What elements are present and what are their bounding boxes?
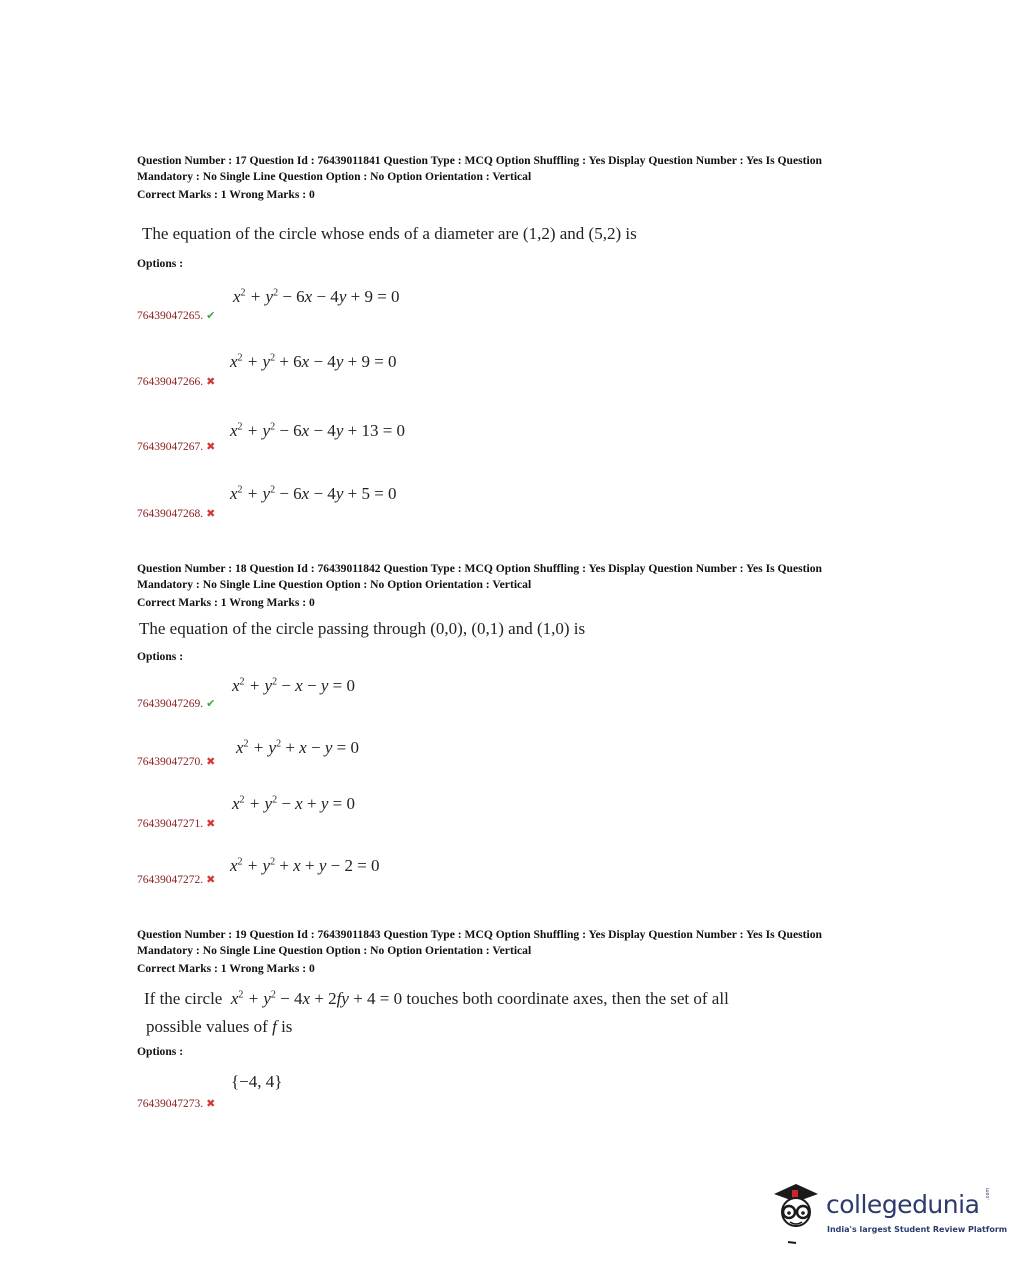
meta-line-3: Correct Marks : 1 Wrong Marks : 0: [137, 596, 315, 609]
correct-check-icon: ✔: [206, 697, 216, 710]
option-equation: $x^2 + y^2 + x - y = 0$: [236, 738, 359, 757]
wrong-cross-icon: ✖: [206, 817, 216, 830]
correct-check-icon: ✔: [206, 309, 216, 322]
question-19-meta: [137, 927, 927, 977]
meta-line-1: Question Number : 19 Question Id : 76439011843 Question Type : MCQ Option Shuffling : Yes Display Question Number : Yes Is Question: [137, 928, 822, 941]
option-id: 76439047268. ✖: [137, 507, 216, 520]
option-equation: $x^2 + y^2 - 6x - 4y + 13 = 0$: [230, 421, 406, 440]
options-label: Options :: [137, 257, 184, 270]
option-id: 76439047267. ✖: [137, 440, 216, 453]
question-text-suffix: touches both coordinate axes, then the set of all: [406, 989, 729, 1008]
option-id: 76439047272. ✖: [137, 873, 216, 886]
meta-line-2: Mandatory : No Single Line Question Option : No Option Orientation : Vertical: [137, 943, 532, 957]
option-equation: $x^2 + y^2 + 6x - 4y + 9 = 0$: [230, 352, 397, 371]
option-id: 76439047271. ✖: [137, 817, 216, 830]
question-18-meta: [137, 561, 927, 611]
meta-line-3: Correct Marks : 1 Wrong Marks : 0: [137, 962, 315, 975]
wrong-cross-icon: ✖: [206, 507, 216, 520]
brand-name: collegedunia: [826, 1190, 980, 1219]
meta-line-1: Question Number : 18 Question Id : 76439011842 Question Type : MCQ Option Shuffling : Yes Display Question Number : Yes Is Question: [137, 562, 822, 575]
option-equation: $x^2 + y^2 - 6x - 4y + 5 = 0$: [230, 484, 397, 503]
question-equation: $x^2 + y^2 - 4x + 2fy + 4 = 0$: [226, 989, 403, 1008]
wrong-cross-icon: ✖: [206, 755, 216, 768]
brand-tagline: India's largest Student Review Platform: [827, 1225, 1008, 1234]
option-equation: $x^2 + y^2 + x + y - 2 = 0$: [230, 856, 380, 875]
options-label: Options :: [137, 650, 184, 663]
question-17-meta: [137, 153, 927, 203]
option-id: 76439047269. ✔: [137, 697, 216, 710]
f-symbol: f: [272, 1017, 277, 1036]
meta-line-2: Mandatory : No Single Line Question Option : No Option Orientation : Vertical: [137, 169, 532, 183]
question-19-text: [144, 989, 729, 1009]
option-equation: {−4, 4}: [231, 1072, 283, 1091]
question-text-prefix: If the circle: [144, 989, 223, 1008]
option-id: 76439047270. ✖: [137, 755, 216, 768]
option-equation: $x^2 + y^2 - x - y = 0$: [232, 676, 355, 695]
option-id: 76439047265. ✔: [137, 309, 216, 322]
question-19-text-line2: possible values of f is: [146, 1017, 293, 1036]
wrong-cross-icon: ✖: [206, 1097, 216, 1110]
options-label: Options :: [137, 1045, 184, 1058]
option-equation: $x^2 + y^2 - x + y = 0$: [232, 794, 355, 813]
wrong-cross-icon: ✖: [206, 440, 216, 453]
option-equation: $x^2 + y^2 - 6x - 4y + 9 = 0$: [233, 287, 400, 306]
wrong-cross-icon: ✖: [206, 375, 216, 388]
option-id: 76439047266. ✖: [137, 375, 216, 388]
meta-line-2: Mandatory : No Single Line Question Option : No Option Orientation : Vertical: [137, 577, 532, 591]
meta-line-3: Correct Marks : 1 Wrong Marks : 0: [137, 188, 315, 201]
question-18-text: The equation of the circle passing through (0,0), (0,1) and (1,0) is: [139, 619, 586, 638]
question-17-text: The equation of the circle whose ends of a diameter are (1,2) and (5,2) is: [142, 224, 637, 243]
option-id: 76439047273. ✖: [137, 1097, 216, 1110]
wrong-cross-icon: ✖: [206, 873, 216, 886]
brand-dotcom: .com: [985, 1187, 991, 1200]
meta-line-1: Question Number : 17 Question Id : 76439011841 Question Type : MCQ Option Shuffling : Yes Display Question Number : Yes Is Question: [137, 154, 822, 167]
